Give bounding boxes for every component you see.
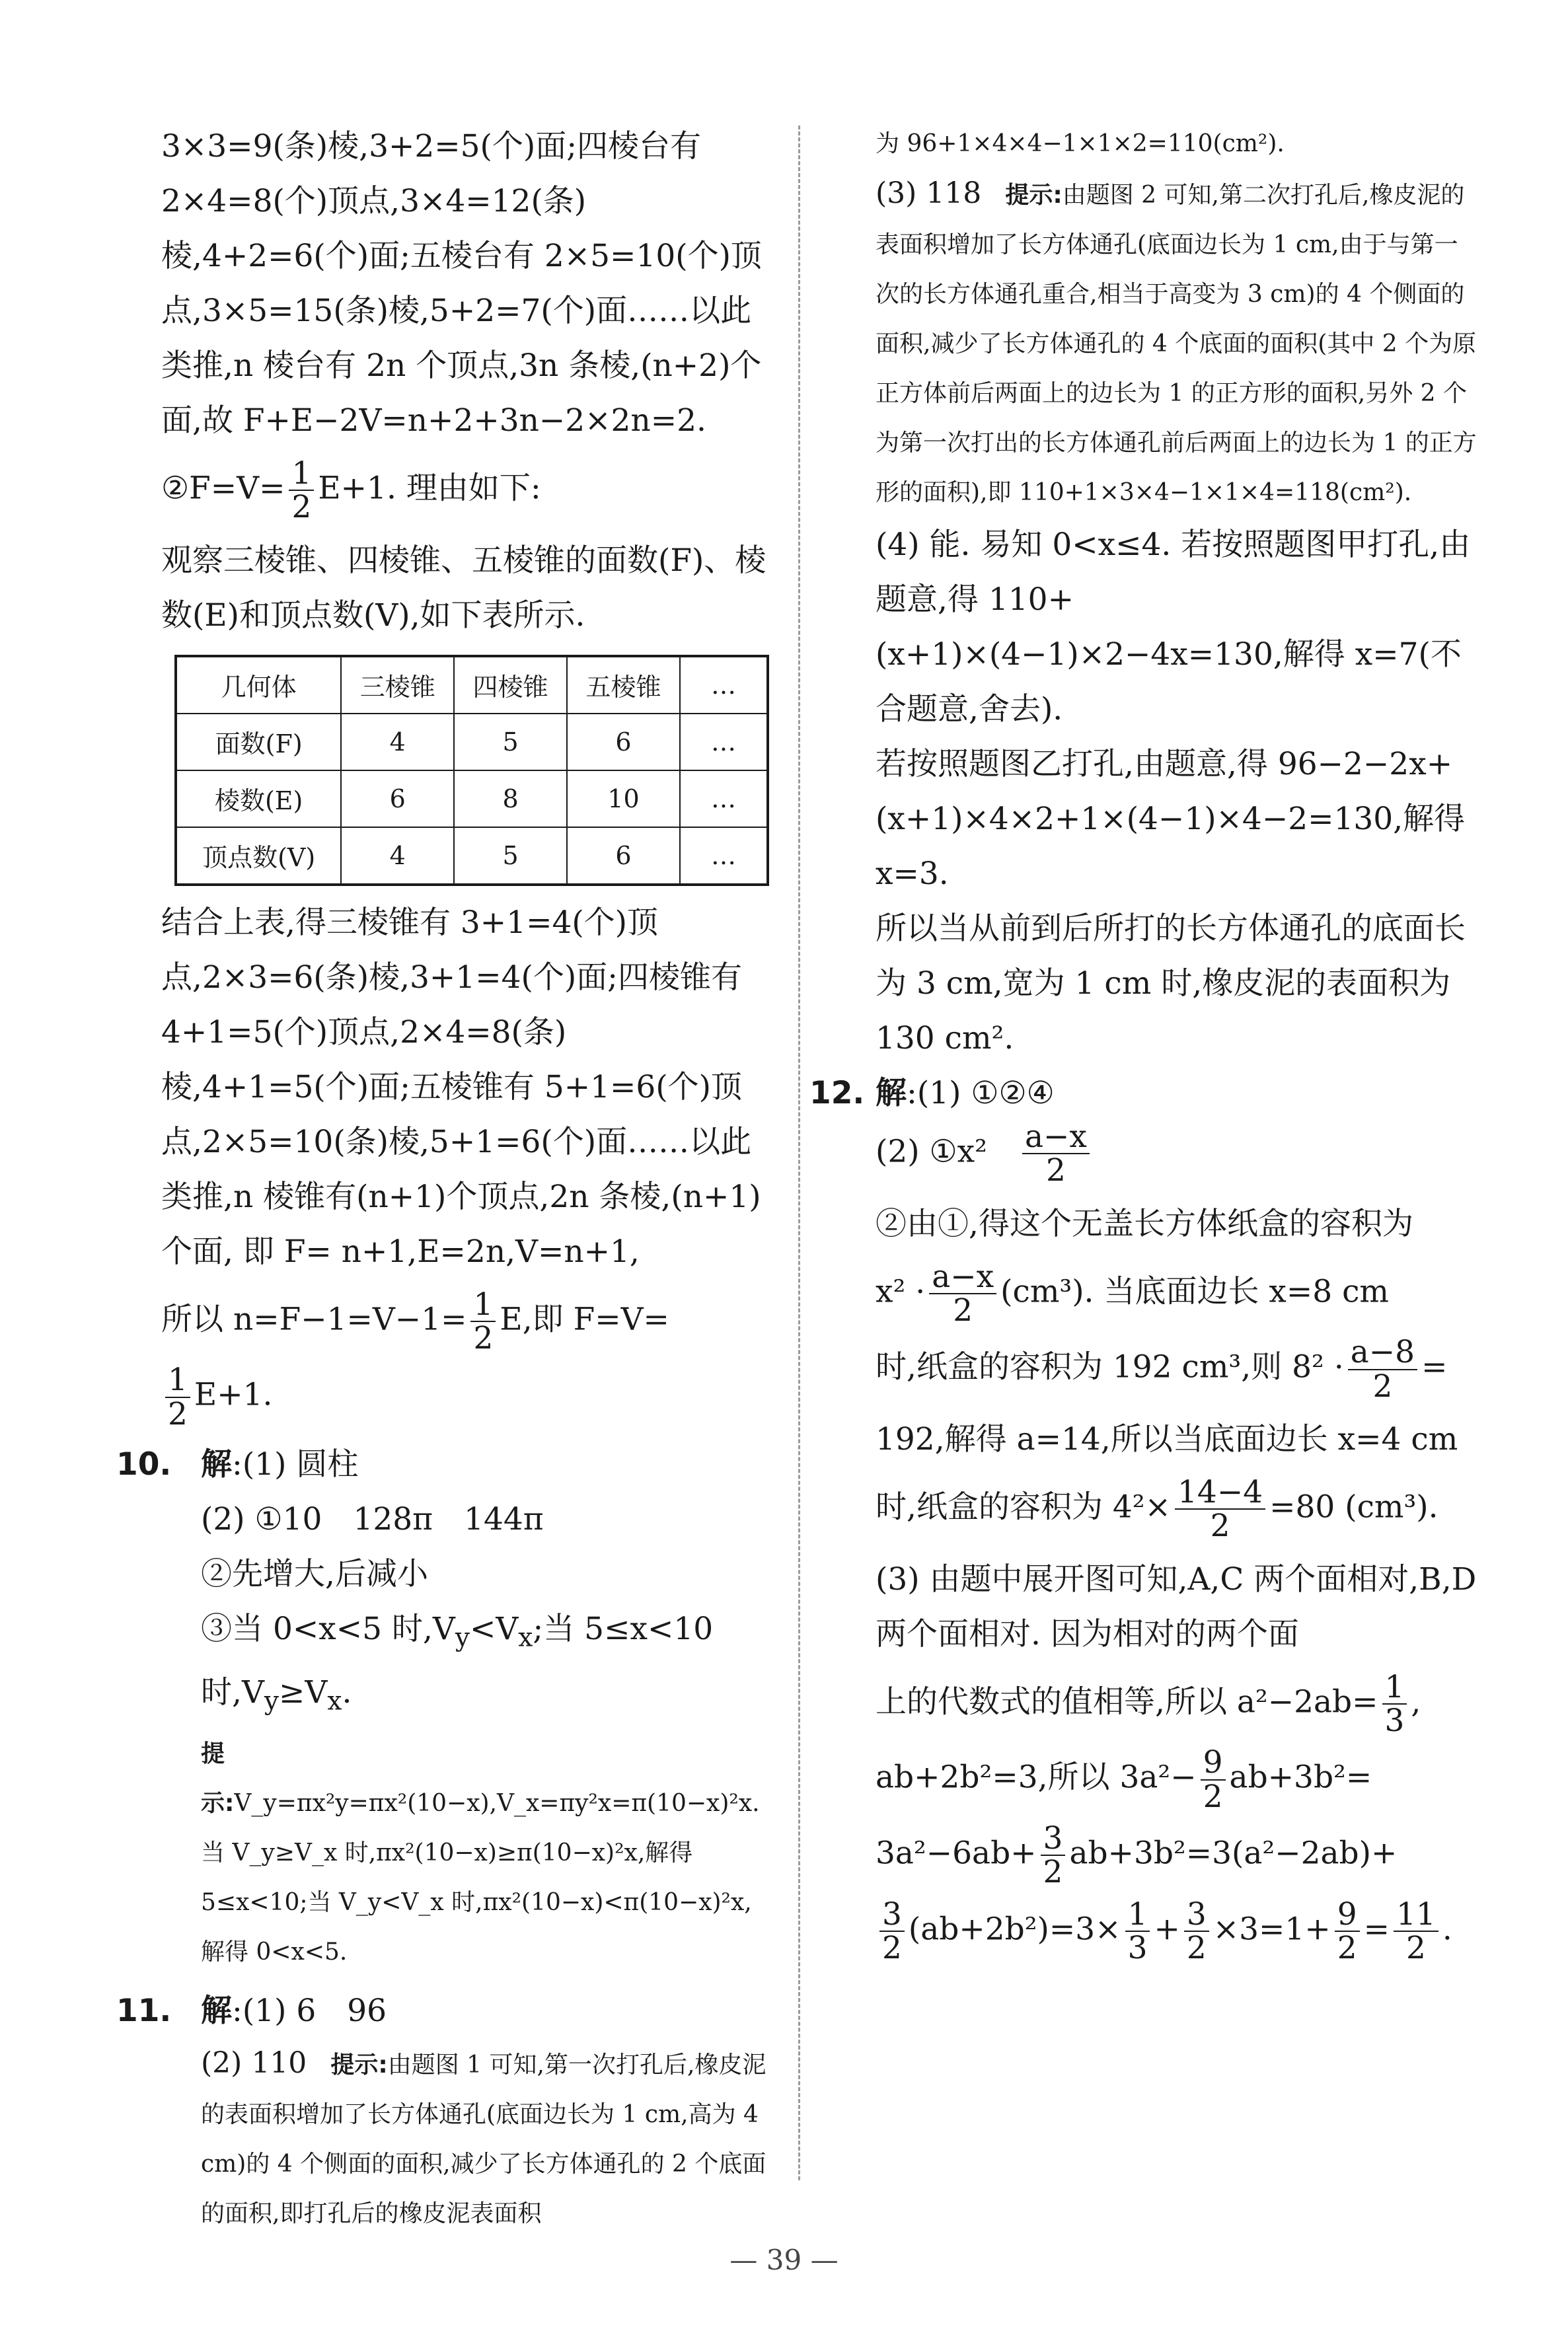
hint-label: 提示: xyxy=(1005,182,1063,209)
left-paragraph-3: 观察三棱锥、四棱锥、五棱锥的面数(F)、棱数(E)和顶点数(V),如下表所示. xyxy=(161,542,766,634)
fraction-num: 3 xyxy=(1041,1822,1066,1856)
table-cell: 6 xyxy=(567,827,680,885)
fraction-num: 14−4 xyxy=(1175,1476,1265,1510)
text: 所以 n=F−1=V−1= xyxy=(161,1301,467,1338)
text: ab+3b²=3(a²−2ab)+ xyxy=(1069,1835,1398,1872)
right-column xyxy=(809,119,1477,1965)
fraction-num: 3 xyxy=(1184,1898,1209,1932)
text: (3) 118 xyxy=(876,176,982,210)
text: (2) ①x² xyxy=(876,1133,987,1170)
text: ×3=1+ xyxy=(1213,1911,1331,1948)
fraction xyxy=(1382,1668,1407,1740)
table-header-cell: 三棱锥 xyxy=(341,656,454,714)
text: :(1) ①②④ xyxy=(907,1075,1055,1111)
left-paragraph-5 xyxy=(161,1288,769,1355)
table-cell: 6 xyxy=(567,714,680,770)
right-part-4: (4) 能. 易知 0<x≤4. 若按照题图甲打孔,由题意,得 110+(x+1)×(4−1)×2−4x=130,解得 x=7(不合题意,舍去). xyxy=(876,527,1471,727)
fraction xyxy=(1394,1898,1438,1965)
fraction-den: 2 xyxy=(953,1292,973,1329)
fraction xyxy=(879,1898,905,1965)
q12-line-12 xyxy=(876,1898,1477,1965)
text: ②F=V= xyxy=(161,470,285,507)
text: E+1. xyxy=(194,1376,273,1413)
q10-part-2b: ②先增大,后减小 xyxy=(201,1556,428,1593)
table-cell: 棱数(E) xyxy=(176,770,341,827)
text: ≥V xyxy=(279,1674,328,1711)
left-paragraph-4: 结合上表,得三棱锥有 3+1=4(个)顶点,2×3=6(条)棱,3+1=4(个)面;四棱锥有 4+1=5(个)顶点,2×4=8(条)棱,4+1=5(个)面;五棱锥有 5+1=6(个)顶点,2×5=10(条)棱,5+1=6(个)面……以此类推,n 棱锥有(n+1)个顶点,2n 条棱,(n+1)个面, 即 F= n+1,E=2n,V=n+1, xyxy=(161,904,761,1270)
column-divider xyxy=(798,126,800,2180)
text: 上的代数式的值相等,所以 a²−2ab= xyxy=(876,1683,1378,1720)
fraction-num: a−8 xyxy=(1348,1336,1417,1370)
q10-part-2c-line1 xyxy=(201,1602,769,1665)
text: ab+3b²= xyxy=(1229,1759,1372,1796)
table-header-cell: 几何体 xyxy=(176,656,341,714)
table-header-cell: 五棱锥 xyxy=(567,656,680,714)
table-header-cell: 四棱锥 xyxy=(454,656,567,714)
text: E,即 F=V= xyxy=(500,1301,669,1338)
table-cell: … xyxy=(680,714,768,770)
fraction xyxy=(165,1364,190,1430)
q12-line-3: ②由①,得这个无盖长方体纸盒的容积为 xyxy=(876,1205,1413,1242)
fraction-num: 11 xyxy=(1394,1898,1438,1932)
question-12-head xyxy=(809,1066,1477,1121)
text: (2) 110 xyxy=(201,2046,307,2080)
q10-hint xyxy=(201,1729,769,1977)
table-cell: 10 xyxy=(567,770,680,827)
fraction-den: 2 xyxy=(168,1395,188,1432)
fraction xyxy=(289,457,314,524)
fraction-den: 2 xyxy=(1337,1930,1357,1967)
text: :(1) 圆柱 xyxy=(232,1446,359,1483)
q10-part-2c-line2 xyxy=(201,1665,769,1728)
fraction xyxy=(1335,1898,1360,1965)
left-paragraph-6 xyxy=(161,1364,769,1430)
q11-part-2 xyxy=(201,2038,769,2238)
fraction xyxy=(1201,1746,1226,1813)
text: <V xyxy=(469,1611,519,1648)
text: ③当 0<x<5 时,V xyxy=(201,1611,455,1648)
solve-label: 解 xyxy=(201,1992,232,2029)
question-number: 12. xyxy=(809,1075,865,1111)
table-cell: 6 xyxy=(341,770,454,827)
text: 3a²−6ab+ xyxy=(876,1835,1037,1872)
left-paragraph-1: 3×3=9(条)棱,3+2=5(个)面;四棱台有 2×4=8(个)顶点,3×4=12(条)棱,4+2=6(个)面;五棱台有 2×5=10(个)顶点,3×5=15(条)棱,5+2=7(个)面……以此类推,n 棱台有 2n 个顶点,3n 条棱,(n+2)个面,故 F+E−2V=n+2+3n−2×2n=2. xyxy=(161,128,762,439)
page-number: — 39 — xyxy=(729,2244,839,2276)
table-cell: 面数(F) xyxy=(176,714,341,770)
q12-line-11 xyxy=(876,1822,1477,1889)
fraction-den: 2 xyxy=(291,489,312,526)
q12-line-5 xyxy=(876,1336,1477,1403)
fraction-num: 1 xyxy=(1125,1898,1150,1932)
fraction xyxy=(1175,1476,1265,1543)
fraction xyxy=(1348,1336,1417,1403)
q12-line-7 xyxy=(876,1476,1477,1543)
table-header-row xyxy=(176,656,768,714)
fraction-den: 2 xyxy=(1405,1930,1426,1967)
text: x² · xyxy=(876,1273,926,1310)
question-10-head xyxy=(116,1437,769,1492)
fraction-den: 2 xyxy=(1210,1508,1230,1545)
table-cell: 8 xyxy=(454,770,567,827)
q12-part-3: (3) 由题中展开图可知,A,C 两个面相对,B,D 两个面相对. 因为相对的两个面 xyxy=(876,1561,1477,1652)
right-part-3 xyxy=(876,168,1477,517)
fraction xyxy=(1041,1822,1066,1889)
fraction-den: 2 xyxy=(1372,1368,1393,1405)
subscript: y xyxy=(264,1686,280,1716)
fraction-den: 2 xyxy=(1186,1930,1207,1967)
text: 由题图 2 可知,第二次打孔后,橡皮泥的表面积增加了长方体通孔(底面边长为 1 cm,由于与第一次的长方体通孔重合,相当于高变为 3 cm)的 4 个侧面的面积,减少了长方体通孔的 4 个底面的面积(其中 2 个为原正方体前后两面上的边长为 1 的正方形的面积,另外 2 个为第一次打出的长方体通孔前后两面上的边长为 1 的正方形的面积),即 110+1×3×4−1×1×4=118(cm²). xyxy=(876,182,1477,506)
table-cell: 5 xyxy=(454,827,567,885)
fraction-den: 2 xyxy=(473,1320,494,1357)
fraction xyxy=(1184,1898,1209,1965)
text: V_y=πx²y=πx²(10−x),V_x=πy²x=π(10−x)²x. 当 V_y≥V_x 时,πx²(10−x)≥π(10−x)²x,解得 5≤x<10;当 V_y<V_x 时,πx²(10−x)<π(10−x)²x,解得 0<x<5. xyxy=(201,1789,760,1966)
q12-line-10 xyxy=(876,1746,1477,1813)
fraction-num: 1 xyxy=(289,457,314,491)
q10-part-2: (2) ①10 128π 144π xyxy=(201,1501,544,1538)
fraction xyxy=(1125,1898,1150,1965)
hint-label: 提示: xyxy=(330,2051,388,2079)
table-cell: … xyxy=(680,827,768,885)
fraction-num: a−x xyxy=(929,1261,996,1294)
text: 由题图 1 可知,第一次打孔后,橡皮泥的表面积增加了长方体通孔(底面边长为 1 cm,高为 4 cm)的 4 个侧面的面积,减少了长方体通孔的 2 个底面的面积,即打孔后的橡皮泥表面积 xyxy=(201,2051,766,2227)
text: 时,纸盒的容积为 4²× xyxy=(876,1489,1172,1526)
table-cell: … xyxy=(680,770,768,827)
subscript: y xyxy=(455,1623,470,1653)
text: . xyxy=(342,1674,352,1711)
fraction-num: 1 xyxy=(470,1288,496,1322)
question-number: 11. xyxy=(116,1992,172,2029)
question-10 xyxy=(116,1437,769,1977)
text: :(1) 6 96 xyxy=(232,1992,387,2029)
fraction-den: 2 xyxy=(1043,1854,1063,1891)
question-11-head xyxy=(116,1983,769,2038)
fraction xyxy=(1022,1121,1090,1187)
fraction-num: 9 xyxy=(1201,1746,1226,1780)
text: 时,纸盒的容积为 192 cm³,则 8² · xyxy=(876,1348,1344,1385)
fraction-num: 1 xyxy=(165,1364,190,1397)
right-paragraph-c: 所以当从前到后所打的长方体通孔的底面长为 3 cm,宽为 1 cm 时,橡皮泥的表面积为 130 cm². xyxy=(876,910,1466,1056)
solve-label: 解 xyxy=(201,1446,232,1483)
q12-line-4 xyxy=(876,1258,1477,1329)
table-header-cell: … xyxy=(680,656,768,714)
table-cell: 5 xyxy=(454,714,567,770)
text: =80 (cm³). xyxy=(1269,1489,1438,1526)
text: . xyxy=(1442,1911,1452,1948)
left-column xyxy=(116,119,769,2238)
fraction-den: 2 xyxy=(1203,1778,1223,1815)
text: = xyxy=(1421,1348,1448,1385)
text: + xyxy=(1154,1911,1180,1948)
fraction-num: a−x xyxy=(1022,1121,1090,1154)
table-row xyxy=(176,827,768,885)
text: = xyxy=(1363,1911,1390,1948)
fraction-num: 3 xyxy=(879,1898,905,1932)
fraction xyxy=(929,1258,996,1329)
text: , xyxy=(1411,1683,1421,1720)
subscript: x xyxy=(327,1686,342,1716)
text: 时,V xyxy=(201,1674,264,1711)
table-cell: 顶点数(V) xyxy=(176,827,341,885)
fraction-den: 3 xyxy=(1384,1703,1405,1740)
fraction-num: 1 xyxy=(1382,1671,1407,1705)
table-cell: 4 xyxy=(341,827,454,885)
solve-label: 解 xyxy=(876,1075,907,1111)
fraction-den: 3 xyxy=(1127,1930,1148,1967)
text: (cm³). 当底面边长 x=8 cm xyxy=(1000,1273,1390,1310)
question-number: 10. xyxy=(116,1446,172,1483)
table-row xyxy=(176,770,768,827)
table-row xyxy=(176,714,768,770)
question-12 xyxy=(809,1066,1477,1967)
fraction-den: 2 xyxy=(882,1930,902,1967)
text: ;当 5≤x<10 xyxy=(533,1611,714,1648)
q12-line-9 xyxy=(876,1668,1477,1740)
q12-part-2 xyxy=(876,1121,1477,1187)
hint-label: 提示: xyxy=(201,1740,235,1817)
subscript: x xyxy=(518,1623,533,1653)
text: E+1. 理由如下: xyxy=(318,470,541,507)
table-cell: 4 xyxy=(341,714,454,770)
q12-line-6: 192,解得 a=14,所以当底面边长 x=4 cm xyxy=(876,1421,1458,1458)
solid-table xyxy=(174,655,769,886)
fraction-den: 2 xyxy=(1046,1152,1066,1189)
text: ab+2b²=3,所以 3a²− xyxy=(876,1759,1197,1796)
right-line-1: 为 96+1×4×4−1×1×2=110(cm²). xyxy=(876,130,1285,157)
left-paragraph-2 xyxy=(161,457,769,524)
text: (ab+2b²)=3× xyxy=(908,1911,1121,1948)
fraction-num: 9 xyxy=(1335,1898,1360,1932)
right-paragraph-b: 若按照题图乙打孔,由题意,得 96−2−2x+(x+1)×4×2+1×(4−1)×4−2=130,解得 x=3. xyxy=(876,746,1466,892)
question-11 xyxy=(116,1983,769,2238)
fraction xyxy=(470,1288,496,1355)
